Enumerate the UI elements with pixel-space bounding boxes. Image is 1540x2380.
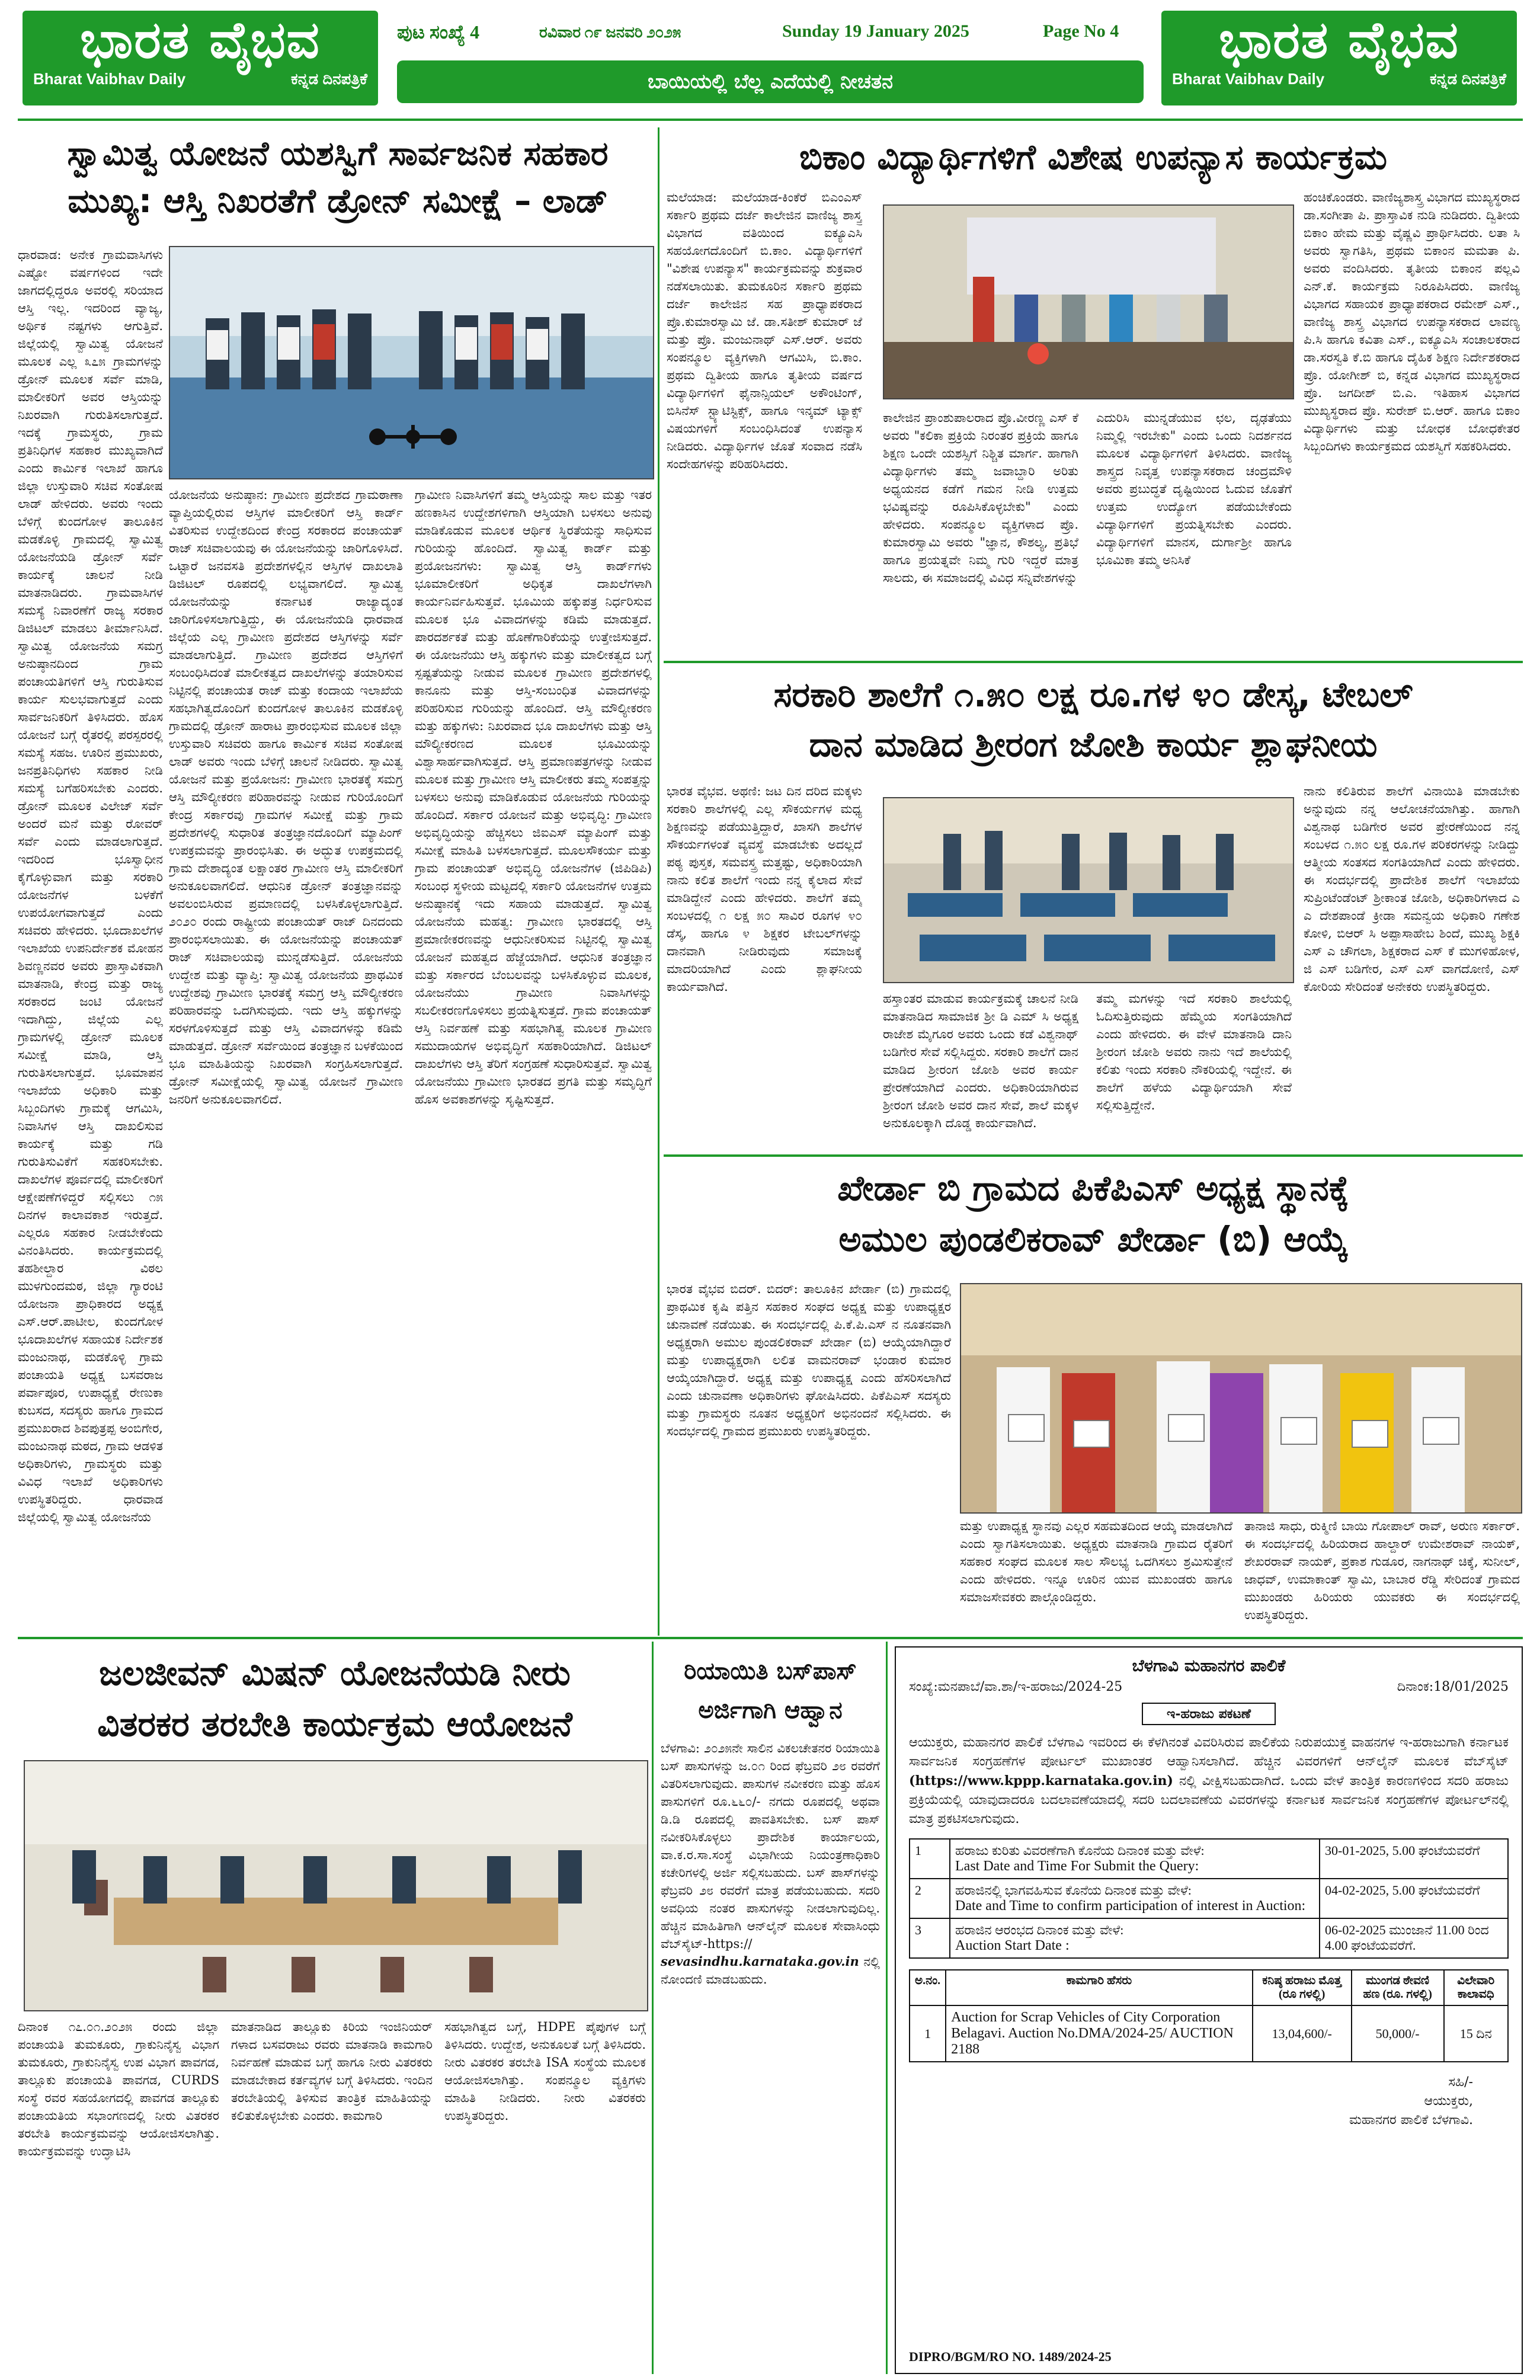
article1-headline-2: ಮುಖ್ಯ: ಆಸ್ತಿ ನಿಖರತೆಗೆ ಡ್ರೋನ್ ಸಮೀಕ್ಷೆ – ಲಾಡ್ [68,182,608,220]
divider-article2 [664,661,1523,663]
schedule-no: 2 [910,1879,950,1918]
schedule-no: 3 [910,1918,950,1958]
article6-headline-1: ರಿಯಾಯಿತಿ ಬಸ್‌ಪಾಸ್ [684,1658,857,1685]
article4-headline-1: ಖೇರ್ಡಾ ಬಿ ಗ್ರಾಮದ ಪಿಕೆಪಿಎಸ್ ಅಧ್ಯಕ್ಷ ಸ್ಥಾನಕ್ಕೆ [837,1168,1349,1208]
items-header: ಅ.ನಂ. [910,1970,946,2005]
water-training-photo [24,1760,648,2011]
items-cell-emd: 50,000/- [1352,2005,1444,2062]
article2-intro: ಮಲೆಯಾಡ: ಮಲೆಯಾಡ-ಕಿಂಕೆರೆ ಬಿಎಂಎಸ್ ಸರ್ಕಾರಿ ಪ್ರಥಮ ದರ್ಜೆ ಕಾಲೇಜಿನ ವಾಣಿಜ್ಯ ಶಾಸ್ತ್ರ ವಿಭಾಗದ ವತಿಯಿಂದ ಐಕ್ಯೂಎಸಿ ಸಹಯೋಗದೊಂದಿಗೆ ಬಿ.ಕಾಂ. ವಿದ್ಯಾರ್ಥಿಗಳಿಗೆ "ವಿಶೇಷ ಉಪನ್ಯಾಸ" ಕಾರ್ಯಕ್ರಮವನ್ನು ಶುಕ್ರವಾರ ನಡೆಸಲಾಯಿತು. ತುಮಕೂರಿನ ಸರ್ಕಾರಿ ಪ್ರಥಮ ದರ್ಜೆ ಕಾಲೇಜಿನ ಸಹ ಪ್ರಾಧ್ಯಾಪಕರಾದ ಪ್ರೊ.ಕುಮಾರಸ್ವಾಮಿ ಜೆ. ಡಾ.ಸತೀಶ್ ಕುಮಾರ್ ಜೆ ಮತ್ತು ಪ್ರೊ. ಮಂಜುನಾಥ್ ಎಸ್.ಆರ್. ಅವರು ಸಂಪನ್ಮೂಲ ವ್ಯಕ್ತಿಗಳಾಗಿ ಆಗಮಿಸಿ, ಬಿ.ಕಾಂ. ಪ್ರಥಮ ದ್ವಿತೀಯ ಹಾಗೂ ತೃತೀಯ ವರ್ಷದ ವಿದ್ಯಾರ್ಥಿಗಳಿಗೆ ಫೈನಾನ್ಸಿಯಲ್ ಅಕೌಂಟಿಂಗ್, ಬಿಸಿನೆಸ್ ಸ್ಟ್ಯಾಟಿಸ್ಟಿಕ್ಸ್, ಹಾಗೂ ಇನ್ಕಮ್ ಟ್ಯಾಕ್ಸ್ ವಿಷಯಗಳಿಗೆ ಸಂಬಂಧಿಸಿದಂತೆ ಉಪನ್ಯಾಸ ನೀಡಿದರು. ವಿದ್ಯಾರ್ಥಿಗಳ ಜೊತೆ ಸಂವಾದ ನಡೆಸಿ ಸಂದೇಹಗಳನ್ನು ಪರಿಹರಿಸಿದರು. [667,190,862,471]
article3-headline-1: ಸರಕಾರಿ ಶಾಲೆಗೆ ೧.೫೦ ಲಕ್ಷ ರೂ.ಗಳ ೪೦ ಡೇಸ್ಕ, ಟೇಬಲ್ [773,674,1413,715]
tender-sign-2: ಆಯುಕ್ತರು, [1424,2094,1473,2109]
tender-notice-title: ಇ-ಹರಾಜು ಪಕಟಣೆ [1142,1703,1276,1725]
schedule-desc [950,1918,1320,1958]
schedule-desc-kn: ಹರಾಜಿನ ಆರಂಭದ ದಿನಾಂಕ ಮತ್ತು ವೇಳೆ: [955,1922,1124,1937]
article2-col2: ಕಾಲೇಜಿನ ಪ್ರಾಂಶುಪಾಲರಾದ ಪ್ರೊ.ವೀರಣ್ಣ ಎಸ್ ಕೆ ಅವರು "ಕಲಿಕಾ ಪ್ರಕ್ರಿಯೆ ನಿರಂತರ ಪ್ರಕ್ರಿಯೆ ಹಾಗೂ ಶಿಕ್ಷಣ ಒಂದೇ ಯಶಸ್ಸಿಗೆ ನಿಶ್ಚಿತ ಮಾರ್ಗ. ಹಾಗಾಗಿ ವಿದ್ಯಾರ್ಥಿಗಳು ತಮ್ಮ ಜವಾಬ್ದಾರಿ ಅರಿತು ಅಧ್ಯಯನದ ಕಡೆಗೆ ಗಮನ ನೀಡಿ ಉತ್ತಮ ಭವಿಷ್ಯವನ್ನು ರೂಪಿಸಿಕೊಳ್ಳಬೇಕು" ಎಂದು ಹೇಳಿದರು. ಸಂಪನ್ಮೂಲ ವ್ಯಕ್ತಿಗಳಾದ ಪ್ರೊ. ಕುಮಾರಸ್ವಾಮಿ ಅವರು "ಜ್ಞಾನ, ಕೌಶಲ್ಯ, ಪ್ರತಿಭೆ ಹಾಗೂ ಪ್ರಯತ್ನವೇ ನಿಮ್ಮ ಗುರಿ ಇದ್ದರೆ ಮಾತ್ರ ಸಾಲದು, ಈ ಸಮಾಜದಲ್ಲಿ ವಿವಿಧ ಸನ್ನಿವೇಶಗಳನ್ನು [883,411,1078,585]
school-desks-photo [883,797,1294,983]
masthead-logo-left [23,11,378,105]
lecture-program-photo [883,204,1294,399]
items-cell-period: 15 ದಿನ [1444,2005,1509,2062]
schedule-row [910,1879,1508,1918]
article3-col2: ಹಸ್ತಾಂತರ ಮಾಡುವ ಕಾರ್ಯಕ್ರಮಕ್ಕೆ ಚಾಲನೆ ನೀಡಿ ಮಾತನಾಡಿದ ಸಾಮಾಜಿಕ ಶ್ರೀ ಡಿ ಎಮ್ ಸಿ ಅಧ್ಯಕ್ಷ ರಾಜೇಶ ಮೈಗೂರ ಅವರು ಒಂದು ಕಡೆ ವಿಶ್ವನಾಥ್ ಬಡಿಗೇರ ಸೇವೆ ಸಲ್ಲಿಸಿದ್ದರು. ಸರಕಾರಿ ಶಾಲೆಗೆ ದಾನ ಮಾಡಿದ ಶ್ರೀರಂಗ ಜೋಶಿ ಅವರ ಕಾರ್ಯ ಪ್ರೇರಣೆಯಾಗಿದೆ ಎಂದರು. ಅಧಿಕಾರಿಯಾಗಿರುವ ಶ್ರೀರಂಗ ಜೋಶಿ ಅವರ ದಾನ ಸೇವೆ, ಶಾಲೆ ಮಕ್ಕಳ ಅನುಕೂಲಕ್ಕಾಗಿ ದೊಡ್ಡ ಕಾರ್ಯವಾಗಿದೆ. [883,991,1078,1130]
schedule-desc-kn: ಹರಾಜಿನಲ್ಲಿ ಭಾಗವಹಿಸುವ ಕೊನೆಯ ದಿನಾಂಕ ಮತ್ತು ವೇಳೆ: [955,1883,1192,1898]
schedule-desc-kn: ಹರಾಜು ಕುರಿತು ವಿವರಣೆಗಾಗಿ ಕೊನೆಯ ದಿನಾಂಕ ಮತ್ತು ವೇಳೆ: [955,1843,1205,1858]
sevasindhu-link[interactable]: sevasindhu.karnataka.gov.in [661,1954,859,1969]
article1-headline-1: ಸ್ವಾಮಿತ್ವ ಯೋಜನೆ ಯಶಸ್ವಿಗೆ ಸಾರ್ವಜನಿಕ ಸಹಕಾರ [67,135,609,173]
article4-col2: ಮತ್ತು ಉಪಾಧ್ಯಕ್ಷ ಸ್ಥಾನವು ಎಲ್ಲರ ಸಹಮತದಿಂದ ಆಯ್ಕೆ ಮಾಡಲಾಗಿದೆ ಎಂದು ಸ್ವಾಗತಿಸಲಾಯಿತು. ಅಧ್ಯಕ್ಷರು ಮಾತನಾಡಿ ಗ್ರಾಮದ ರೈತರಿಗೆ ಸಹಕಾರ ಸಂಘದ ಮೂಲಕ ಸಾಲ ಸೌಲಭ್ಯ ಒದಗಿಸಲು ಶ್ರಮಿಸುತ್ತೇನೆ ಎಂದು ಹೇಳಿದರು. ಇನ್ನೂ ಊರಿನ ಯುವ ಮುಖಂಡರು ಹಾಗೂ ಸಮಾಜಸೇವಕರು ಪಾಲ್ಗೊಂಡಿದ್ದರು. [960,1519,1232,1604]
page-label-kn: ಪುಟ ಸಂಖ್ಯೆ 4 [397,21,480,43]
date-en: Sunday 19 January 2025 [782,21,969,41]
article4-headline-2: ಅಮುಲ ಪುಂಡಲಿಕರಾವ್ ಖೇರ್ಡಾ (ಬಿ) ಆಯ್ಕೆ [838,1219,1348,1259]
kppp-link[interactable]: (https://www.kppp.karnataka.gov.in) [909,1773,1173,1789]
schedule-no: 1 [910,1839,950,1879]
items-header: ಕನಿಷ್ಠ ಹರಾಜು ಮೊತ್ತ (ರೂ ಗಳಲ್ಲಿ) [1253,1970,1352,2005]
drone-survey-photo [169,246,654,479]
items-header: ಮುಂಗಡ ಠೇವಣಿ ಹಣ (ರೂ. ಗಳಲ್ಲಿ) [1352,1970,1444,2005]
article3-col3: ತಮ್ಮ ಮಗಳನ್ನು ಇದೆ ಸರಕಾರಿ ಶಾಲೆಯಲ್ಲಿ ಓದಿಸುತ್ತಿರುವುದು ಹೆಮ್ಮೆಯ ಸಂಗತಿಯಾಗಿದೆ ಎಂದು ಹೇಳಿದರು. ಈ ವೇಳೆ ಮಾತನಾಡಿ ದಾನಿ ಶ್ರೀರಂಗ ಜೋಶಿ ಅವರು ನಾನು ಇದೆ ಶಾಲೆಯಲ್ಲಿ ಕಲಿತು ಇಂದು ಸರಕಾರಿ ನೌಕರಿಯಲ್ಲಿ ಇದ್ದೇನೆ. ಈ ಶಾಲೆಗೆ ಹಳೆಯ ವಿದ್ಯಾರ್ಥಿಯಾಗಿ ಸೇವೆ ಸಲ್ಲಿಸುತ್ತಿದ್ದೇನೆ. [1096,991,1292,1112]
items-cell-no: 1 [910,2005,946,2062]
divider-vertical-main [658,127,659,1636]
article5-col2: ಮಾತನಾಡಿದ ತಾಲ್ಲೂಕು ಕಿರಿಯ ಇಂಜಿನಿಯರ್ ಗಳಾದ ಬಸವರಾಜು ರವರು ಮಾತನಾಡಿ ಕಾಮಗಾರಿ ನಿರ್ವಹಣೆ ಮಾಡುವ ಬಗ್ಗೆ ಹಾಗೂ ನೀರು ವಿತರಕರು ಮಾಡಬೇಕಾದ ಕರ್ತವ್ಯಗಳ ಬಗ್ಗೆ ತಿಳಿಸಿದರು. ಇಂದಿನ ತರಬೇತಿಯಲ್ಲಿ ತಿಳಿಸುವ ತಾಂತ್ರಿಕ ಮಾಹಿತಿಯನ್ನು ಕಲಿತುಕೊಳ್ಳಬೇಕು ಎಂದರು. ಕಾಮಗಾರಿ [231,2020,433,2123]
article5-headline-1: ಜಲಜೀವನ್ ಮಿಷನ್ ಯೋಜನೆಯಡಿ ನೀರು [99,1653,571,1693]
article5-col1: ದಿನಾಂಕ ೧೭.೦೧.೨೦೨೫ ರಂದು ಜಿಲ್ಲಾ ಪಂಚಾಯತಿ ತುಮಕೂರು, ಗ್ರಾಕುನಿನೈಸ್ವ ವಿಭಾಗ ತುಮಕೂರು, ಗ್ರಾಕುನಿನೈಸ್ವ ಉಪ ವಿಭಾಗ ಪಾವಗಡ, ತಾಲ್ಲೂಕು ಪಂಚಾಯತಿ ಪಾವಗಡ, CURDS ಸಂಸ್ಥೆ ರವರ ಸಹಯೋಗದಲ್ಲಿ ಪಾವಗಡ ತಾಲ್ಲೂಕು ಪಂಚಾಯತಿಯ ಸಭಾಂಗಣದಲ್ಲಿ ನೀರು ವಿತರಕರ ತರಬೇತಿ ಕಾರ್ಯಕ್ರಮವನ್ನು ಆಯೋಜಿಸಲಾಗಿತ್ತು. ಕಾರ್ಯಕ್ರಮವನ್ನು ಉದ್ಘಾಟಿಸಿ [18,2020,219,2158]
article6-headline-2: ಅರ್ಜಿಗಾಗಿ ಆಹ್ವಾನ [698,1697,843,1724]
masthead-english-right: Bharat Vaibhav Daily [1172,70,1325,88]
masthead-logo-right [1161,11,1517,105]
tender-items-table [909,1969,1509,2062]
tender-sign-3: ಮಹಾನಗರ ಪಾಲಿಕೆ ಬೆಳಗಾವಿ. [1349,2113,1473,2128]
article1-col2: ಯೋಜನೆಯ ಅನುಷ್ಠಾನ: ಗ್ರಾಮೀಣ ಪ್ರದೇಶದ ಗ್ರಾಮಠಾಣಾ ವ್ಯಾಪ್ತಿಯಲ್ಲಿರುವ ಆಸ್ತಿಗಳ ಮಾಲೀಕರಿಗೆ ಆಸ್ತಿ ಕಾರ್ಡ್ ವಿತರಿಸುವ ಉದ್ದೇಶದಿಂದ ಕೇಂದ್ರ ಸರಕಾರದ ಪಂಚಾಯತ್ ರಾಜ್ ಸಚಿವಾಲಯವು ಈ ಯೋಜನೆಯನ್ನು ಜಾರಿಗೊಳಿಸಿದೆ. ಒಟ್ಟಾರೆ ಜನವಸತಿ ಪ್ರದೇಶಗಳಲ್ಲಿನ ಆಸ್ತಿಗಳ ದಾಖಲಾತಿ ಡಿಜಿಟಲ್ ರೂಪದಲ್ಲಿ ಲಭ್ಯವಾಗಲಿದೆ. ಸ್ವಾಮಿತ್ವ ಯೋಜನೆಯನ್ನು ಕರ್ನಾಟಕ ರಾಜ್ಯಾದ್ಯಂತ ಜಾರಿಗೊಳಿಸಲಾಗುತ್ತಿದ್ದು, ಈ ಯೋಜನೆಯಡಿ ಧಾರವಾಡ ಜಿಲ್ಲೆಯ ಎಲ್ಲ ಗ್ರಾಮೀಣ ಪ್ರದೇಶದ ಆಸ್ತಿಗಳನ್ನು ಸರ್ವೆ ಮಾಡಲಾಗುತ್ತಿದೆ. ಗ್ರಾಮೀಣ ಪ್ರದೇಶದ ಆಸ್ತಿಗಳಿಗೆ ಸಂಬಂಧಿಸಿದಂತೆ ಮಾಲೀಕತ್ವದ ದಾಖಲೆಗಳನ್ನು ತಯಾರಿಸುವ ನಿಟ್ಟಿನಲ್ಲಿ ಪಂಚಾಯತ ರಾಜ್ ಮತ್ತು ಕಂದಾಯ ಇಲಾಖೆಯ ಸಹಭಾಗಿತ್ವದೊಂದಿಗೆ ಕುಂದಗೋಳ ತಾಲೂಕಿನ ಮಡಕೊಳ್ಳಿ ಗ್ರಾಮದಲ್ಲಿ ಡ್ರೋನ್ ಹಾರಾಟ ಪ್ರಾರಂಭಿಸುವ ಮೂಲಕ ಜಿಲ್ಲಾ ಉಸ್ತುವಾರಿ ಸಚಿವರು ಹಾಗೂ ಕಾರ್ಮಿಕ ಸಚಿವ ಸಂತೋಷ ಲಾಡ್ ಅವರು ಇಂದು ಬೆಳಿಗ್ಗೆ ಚಾಲನೆ ನೀಡಿದರು. ಸ್ವಾಮಿತ್ವ ಯೋಜನೆ ಮತ್ತು ಪ್ರಯೋಜನ: ಗ್ರಾಮೀಣ ಭಾರತಕ್ಕೆ ಸಮಗ್ರ ಆಸ್ತಿ ಮೌಲ್ಯೀಕರಣ ಪರಿಹಾರವನ್ನು ನೀಡುವ ಗುರಿಯೊಂದಿಗೆ ಕೇಂದ್ರ ಸರ್ಕಾರವು ಗ್ರಾಮಗಳ ಸಮೀಕ್ಷೆ ಮತ್ತು ಗ್ರಾಮ ಪ್ರದೇಶಗಳಲ್ಲಿ ಸುಧಾರಿತ ತಂತ್ರಜ್ಞಾನದೊಂದಿಗೆ ಮ್ಯಾಪಿಂಗ್ ಉಪಕ್ರಮವನ್ನು ಪ್ರಾರಂಭಿಸಿತು. ಈ ಅದ್ಭುತ ಉಪಕ್ರಮದಲ್ಲಿ ಗ್ರಾಮ ದೇಶಾದ್ಯಂತ ಲಕ್ಷಾಂತರ ಗ್ರಾಮೀಣ ಆಸ್ತಿ ಮಾಲೀಕರಿಗೆ ಅನುಕೂಲವಾಗಲಿದೆ. ಆಧುನಿಕ ಡ್ರೋನ್ ತಂತ್ರಜ್ಞಾನವನ್ನು ಅವಲಂಬಿಸಿರುವ ಪ್ರಮಾಣದಲ್ಲಿ ಬಳಸಿಕೊಳ್ಳಲಾಗುತ್ತಿದೆ. ೨೦೨೦ ರಂದು ರಾಷ್ಟ್ರೀಯ ಪಂಚಾಯತ್ ರಾಜ್ ದಿನದಂದು ಪ್ರಾರಂಭಿಸಲಾಯಿತು. ಈ ಯೋಜನೆಯನ್ನು ಪಂಚಾಯತ್ ರಾಜ್ ಸಚಿವಾಲಯವು ಮುನ್ನಡೆಸುತ್ತಿದೆ. ಯೋಜನೆಯ ಉದ್ದೇಶ ಮತ್ತು ವ್ಯಾಪ್ತಿ: ಸ್ವಾಮಿತ್ವ ಯೋಜನೆಯ ಪ್ರಾಥಮಿಕ ಉದ್ದೇಶವು ಗ್ರಾಮೀಣ ಭಾರತಕ್ಕೆ ಸಮಗ್ರ ಆಸ್ತಿ ಮೌಲ್ಯೀಕರಣ ಪರಿಹಾರವನ್ನು ಒದಗಿಸುವುದು. ಇದು ಆಸ್ತಿ ಹಕ್ಕುಗಳನ್ನು ಸರಳಗೊಳಿಸುತ್ತದೆ ಮತ್ತು ಆಸ್ತಿ ವಿವಾದಗಳನ್ನು ಕಡಿಮೆ ಮಾಡುತ್ತದೆ. ಡ್ರೋನ್ ಸರ್ವೆಯಿಂದ ತಂತ್ರಜ್ಞಾನ ಬಳಕೆಯಿಂದ ಭೂ ಮಾಹಿತಿಯನ್ನು ನಿಖರವಾಗಿ ಸಂಗ್ರಹಿಸಲಾಗುತ್ತದೆ. ಡ್ರೋನ್ ಸಮೀಕ್ಷೆಯಲ್ಲಿ ಸ್ವಾಮಿತ್ವ ಯೋಜನೆ ಗ್ರಾಮೀಣ ಜನರಿಗೆ ಅನುಕೂಲವಾಗಲಿದೆ. [169,488,403,1106]
items-cell-name: Auction for Scrap Vehicles of City Corporation Belagavi. Auction No.DMA/2024-25/ AUCTION 2188 [946,2005,1252,2062]
schedule-value: 06-02-2025 ಮುಂಜಾನೆ 11.00 ರಿಂದ 4.00 ಘಂಟೆಯವರೆಗೆ. [1320,1918,1508,1958]
date-kn: ರವಿವಾರ ೧೯ ಜನವರಿ ೨೦೨೫ [539,24,681,41]
masthead-title: ಭಾರತ ವೈಭವ [80,11,321,70]
masthead-english: Bharat Vaibhav Daily [33,70,186,88]
schedule-row [910,1918,1508,1958]
schedule-row [910,1839,1508,1879]
divider-vertical-lower-1 [652,1642,654,2374]
tender-ref: ಸಂಖ್ಯೆ:ಮನಪಾಬೆ/ವಾ.ಶಾ/ಇ-ಹರಾಜು/2024-25 [909,1680,1123,1694]
items-header: ಕಾಮಗಾರಿ ಹೆಸರು [946,1970,1252,2005]
article1-col1: ಧಾರವಾಡ: ಅನೇಕ ಗ್ರಾಮವಾಸಿಗಳು ಎಷ್ಟೋ ವರ್ಷಗಳಿಂದ ಇದೇ ಜಾಗದಲ್ಲಿದ್ದರೂ ಅವರಲ್ಲಿ ಸರಿಯಾದ ಆಸ್ತಿ ಇಲ್ಲ. ಇದರಿಂದ ವ್ಯಾಜ್ಯ, ಅರ್ಥಿಕ ನಷ್ಟಗಳು ಆಗುತ್ತಿವೆ. ಜಿಲ್ಲೆಯಲ್ಲಿ ಸ್ವಾಮಿತ್ವ ಯೋಜನೆ ಮೂಲಕ ಎಲ್ಲ ೩೭೫ ಗ್ರಾಮಗಳನ್ನು ಡ್ರೋನ್ ಮೂಲಕ ಸರ್ವೆ ಮಾಡಿ, ಮಾಲೀಕರಿಗೆ ಅವರ ಆಸ್ತಿಯನ್ನು ನಿಖರವಾಗಿ ಗುರುತಿಸಲಾಗುತ್ತದೆ. ಇದಕ್ಕೆ ಗ್ರಾಮಸ್ಥರು, ಗ್ರಾಮ ಪ್ರತಿನಿಧಿಗಳ ಸಹಕಾರ ಮುಖ್ಯವಾಗಿದೆ ಎಂದು ಕಾರ್ಮಿಕ ಇಲಾಖೆ ಹಾಗೂ ಜಿಲ್ಲಾ ಉಸ್ತುವಾರಿ ಸಚಿವ ಸಂತೋಷ ಲಾಡ್ ಹೇಳಿದರು. ಅವರು ಇಂದು ಬೆಳಿಗ್ಗೆ ಕುಂದಗೋಳ ತಾಲೂಕಿನ ಮಡಕೊಳ್ಳಿ ಗ್ರಾಮದಲ್ಲಿ ಸ್ವಾಮಿತ್ವ ಯೋಜನೆಯಡಿ ಡ್ರೋನ್ ಸರ್ವೆ ಕಾರ್ಯಕ್ಕೆ ಚಾಲನೆ ನೀಡಿ ಮಾತನಾಡಿದರು. ಗ್ರಾಮವಾಸಿಗಳ ಸಮಸ್ಯೆ ನಿವಾರಣೆಗೆ ರಾಜ್ಯ ಸರಕಾರ ಡಿಜಿಟಲ್ ಮಾಡಲು ತೀರ್ಮಾನಿಸಿದೆ. ಸ್ವಾಮಿತ್ವ ಯೋಜನೆಯ ಸಮಗ್ರ ಅನುಷ್ಠಾನದಿಂದ ಗ್ರಾಮ ಪಂಚಾಯತಿಗಳಿಗೆ ಆಸ್ತಿ ಗುರುತಿಸುವ ಕಾರ್ಯ ಸುಲಭವಾಗುತ್ತದೆ ಎಂದು ಸಾರ್ವಜನಿಕರಿಗೆ ತಿಳಿಸಿದರು. ಹೊಸ ಯೋಜನೆ ಬಗ್ಗೆ ರೈತರಲ್ಲಿ ಪರಸ್ಪರರಲ್ಲಿ ಸಮಸ್ಯೆ ಸಹಜ. ಊರಿನ ಪ್ರಮುಖರು, ಜನಪ್ರತಿನಿಧಿಗಳು ಸಹಕಾರ ನೀಡಿ ಸಮಸ್ಯೆ ಬಗೆಹರಿಸಬೇಕು ಎಂದರು. ಡ್ರೋನ್ ಮೂಲಕ ವಿಲೇಜ್ ಸರ್ವೆ ಅಂದರೆ ಮನೆ ಮತ್ತು ರೋವರ್ ಸರ್ವೆ ಎಂದು ಮಾಡಲಾಗುತ್ತದೆ. ಇದರಿಂದ ಭೂಸ್ವಾಧೀನ ಕೈಗೊಳ್ಳುವಾಗ ಮತ್ತು ಸರಕಾರಿ ಯೋಜನೆಗಳ ಬಳಕೆಗೆ ಉಪಯೋಗವಾಗುತ್ತದೆ ಎಂದು ಸಚಿವರು ಹೇಳಿದರು. ಭೂದಾಖಲೆಗಳ ಇಲಾಖೆಯ ಉಪನಿರ್ದೇಶಕ ಮೋಹನ ಶಿವಣ್ಣನವರ ಅವರು ಪ್ರಾಸ್ತಾವಿಕವಾಗಿ ಮಾತನಾಡಿ, ಕೇಂದ್ರ ಮತ್ತು ರಾಜ್ಯ ಸರಕಾರದ ಜಂಟಿ ಯೋಜನೆ ಇದಾಗಿದ್ದು, ಜಿಲ್ಲೆಯ ಎಲ್ಲ ಗ್ರಾಮಗಳಲ್ಲಿ ಡ್ರೋನ್ ಮೂಲಕ ಸಮೀಕ್ಷೆ ಮಾಡಿ, ಆಸ್ತಿ ಗುರುತಿಸಲಾಗುತ್ತದೆ. ಭೂಮಾಪನ ಇಲಾಖೆಯ ಅಧಿಕಾರಿ ಮತ್ತು ಸಿಬ್ಬಂದಿಗಳು ಗ್ರಾಮಕ್ಕೆ ಆಗಮಿಸಿ, ನಿವಾಸಿಗಳ ಆಸ್ತಿ ದಾಖಲಿಸುವ ಕಾರ್ಯಕ್ಕೆ ಮತ್ತು ಗಡಿ ಗುರುತಿಸುವಿಕೆಗೆ ಸಹಕರಿಸಬೇಕು. ದಾಖಲೆಗಳ ಪೂರ್ವದಲ್ಲಿ ಮಾಲೀಕರಿಗೆ ಆಕ್ಷೇಪಣೆಗಳಿದ್ದರೆ ಸಲ್ಲಿಸಲು ೧೫ ದಿನಗಳ ಕಾಲಾವಕಾಶ ಇರುತ್ತದೆ. ಎಲ್ಲರೂ ಸಹಕಾರ ನೀಡಬೇಕೆಂದು ವಿನಂತಿಸಿದರು. ಕಾರ್ಯಕ್ರಮದಲ್ಲಿ ತಹಶೀಲ್ದಾರ ವಿಠಲ ಮುಳಗುಂದಮಠ, ಜಿಲ್ಲಾ ಗ್ಯಾರಂಟಿ ಯೋಜನಾ ಪ್ರಾಧಿಕಾರದ ಅಧ್ಯಕ್ಷ ಎಸ್.ಆರ್.ಪಾಟೀಲ, ಕುಂದಗೋಳ ಭೂದಾಖಲೆಗಳ ಸಹಾಯಕ ನಿರ್ದೇಶಕ ಮಂಜುನಾಥ, ಮಡಕೊಳ್ಳಿ ಗ್ರಾಮ ಪಂಚಾಯತಿ ಅಧ್ಯಕ್ಷ ಬಸವರಾಜ ಪರ್ವಾಪೂರ, ಉಪಾಧ್ಯಕ್ಷೆ ರೇಣುಕಾ ಕುಬಸದ, ಸದಸ್ಯರು ಹಾಗೂ ಗ್ರಾಮದ ಪ್ರಮುಖರಾದ ಶಿವಪುತ್ರಪ್ಪ ಅಂಬಿಗೇರ, ಮಂಜುನಾಥ ಮಠದ, ಗ್ರಾಮ ಆಡಳಿತ ಅಧಿಕಾರಿಗಳು, ಗ್ರಾಮಸ್ಥರು ಮತ್ತು ವಿವಿಧ ಇಲಾಖೆ ಅಧಿಕಾರಿಗಳು ಉಪಸ್ಥಿತರಿದ್ದರು. ಧಾರವಾಡ ಜಿಲ್ಲೆಯಲ್ಲಿ ಸ್ವಾಮಿತ್ವ ಯೋಜನೆಯ [18,248,163,1524]
article4-col3: ತಾನಾಜಿ ಸಾಧು, ರುಕ್ಮಿಣಿ ಬಾಯಿ ಗೋಪಾಲ್ ರಾವ್, ಅರುಣ ಸರ್ಕಾರ್. ಈ ಸಂದರ್ಭದಲ್ಲಿ ಹಿರಿಯರಾದ ಹಾಲ್ದಾರ್ ಉಮೇಶರಾವ್ ನಾಯಕ್, ಶೇಖರರಾವ್ ನಾಯಕ್, ಪ್ರಕಾಶ ಗುಡೂರ, ನಾಗನಾಥ್ ಚಿಕ್ಕೆ, ಸುನೀಲ್, ಜಾಧವ್, ಉಮಾಕಾಂತ್ ಸ್ವಾಮಿ, ಬಾಬಾರ ರೆಡ್ಡಿ ಸೇರಿದಂತೆ ಗ್ರಾಮದ ಮುಖಂಡರು ಹಿರಿಯರು ಯುವಕರು ಈ ಸಂದರ್ಭದಲ್ಲಿ ಉಪಸ್ಥಿತರಿದ್ದರು. [1244,1519,1520,1622]
article2-col3: ಎದುರಿಸಿ ಮುನ್ನಡೆಯುವ ಛಲ, ದೃಢತೆಯು ನಿಮ್ಮಲ್ಲಿ ಇರಬೇಕು" ಎಂದು ಒಂದು ನಿದರ್ಶನದ ಮೂಲಕ ವಿದ್ಯಾರ್ಥಿಗಳಿಗೆ ತಿಳಿಸಿದರು. ವಾಣಿಜ್ಯ ಶಾಸ್ತ್ರದ ನಿವೃತ್ತ ಉಪನ್ಯಾಸಕರಾದ ಚಂದ್ರಮೌಳಿ ಅವರು ಪ್ರಬುದ್ಧತೆ ದೃಷ್ಟಿಯಿಂದ ಓದುವ ಜೊತೆಗೆ ಉತ್ತಮ ಉದ್ಯೋಗ ಪಡೆಯಬೇಕೆಂದು ವಿದ್ಯಾರ್ಥಿಗಳಿಗೆ ಪ್ರಯತ್ನಿಸಬೇಕು ಎಂದರು. ವಿದ್ಯಾರ್ಥಿಗಳಿಗೆ ಮಾನಸ, ದುರ್ಗಾಶ್ರೀ ಹಾಗೂ ಭೂಮಿಕಾ ತಮ್ಮ ಅನಿಸಿಕೆ [1096,411,1292,567]
masthead-title-right: ಭಾರತ ವೈಭವ [1219,11,1459,70]
dipro-number: DIPRO/BGM/RO NO. 1489/2024-25 [909,2349,1112,2364]
schedule-desc [950,1839,1320,1879]
tender-body-pre: ಆಯುಕ್ತರು, ಮಹಾನಗರ ಪಾಲಿಕೆ ಬೆಳಗಾವಿ ಇವರಿಂದ ಈ ಕೆಳಗಿನಂತೆ ವಿವರಿಸಿರುವ ಪಾಲಿಕೆಯ ನಿರುಪಯುಕ್ತ ವಾಹನಗಳ ಇ-ಹರಾಜುಗಾಗಿ ಕರ್ನಾಟಕ ಸಾರ್ವಜನಿಕ ಸಂಗ್ರಹಣೆಗಳ ಪೋರ್ಟಲ್ ಮುಖಾಂತರ ಆಹ್ವಾನಿಸಲಾಗಿದೆ. ಹೆಚ್ಚಿನ ವಿವರಗಳಿಗೆ ಆನ್‌ಲೈನ್ ಮೂಲಕ ವೆಬ್‌ಸೈಟ್ [909,1735,1509,1769]
article6-text: ಬೆಳಗಾವಿ: ೨೦೨೫ನೇ ಸಾಲಿನ ವಿಕಲಚೇತನರ ರಿಯಾಯಿತಿ ಬಸ್ ಪಾಸುಗಳನ್ನು ಜ.೦೧ ರಿಂದ ಫೆಬ್ರವರಿ ೨೮ ರವರೆಗೆ ವಿತರಿಸಲಾಗುವುದು. ಪಾಸುಗಳ ನವೀಕರಣ ಮತ್ತು ಹೊಸ ಪಾಸುಗಳಿಗೆ ರೂ.೬೬೦/- ನಗದು ರೂಪದಲ್ಲಿ ಅಥವಾ ಡಿ.ಡಿ ರೂಪದಲ್ಲಿ ಪಾವತಿಸಬೇಕು. ಬಸ್ ಪಾಸ್ ನವೀಕರಿಸಿಕೊಳ್ಳಲು ಪ್ರಾದೇಶಿಕ ಕಾರ್ಯಾಲಯ, ವಾ.ಕ.ರ.ಸಾ.ಸಂಸ್ಥೆ ವಿಭಾಗೀಯ ನಿಯಂತ್ರಣಾಧಿಕಾರಿ ಕಚೇರಿಗಳಲ್ಲಿ ಅರ್ಜಿ ಸಲ್ಲಿಸಬಹುದು. ಬಸ್ ಪಾಸ್‌ಗಳನ್ನು ಫೆಬ್ರವರಿ ೨೮ ರವರೆಗೆ ಮಾತ್ರ ಪಡೆಯಬಹುದು. ಸದರಿ ಅವಧಿಯ ನಂತರ ಪಾಸುಗಳನ್ನು ನೀಡಲಾಗುವುದಿಲ್ಲ. ಹೆಚ್ಚಿನ ಮಾಹಿತಿಗಾಗಿ ಆನ್‌ಲೈನ್ ಮೂಲಕ ಸೇವಾಸಿಂಧು ವೆಬ್‌ಸೈಟ್-https:// [661,1741,880,1951]
tender-schedule-table [909,1838,1509,1959]
article2-col4: ಹಂಚಿಕೊಂಡರು. ವಾಣಿಜ್ಯಶಾಸ್ತ್ರ ವಿಭಾಗದ ಮುಖ್ಯಸ್ಥರಾದ ಡಾ.ಸಂಗೀತಾ ಪಿ. ಪ್ರಾಸ್ತಾವಿಕ ನುಡಿ ನುಡಿದರು. ದ್ವಿತೀಯ ಬಿಕಾಂ ಹೇಮ ಮತ್ತು ವೈಷ್ಣವಿ ಪ್ರಾರ್ಥಿಸಿದರು. ಲತಾ ಸಿ ಅವರು ಸ್ವಾಗತಿಸಿ, ಪ್ರಥಮ ಬಿಕಾಂನ ಮಮತಾ ಪಿ. ಅವರು ವಂದಿಸಿದರು. ತೃತೀಯ ಬಿಕಾಂನ ಪಲ್ಲವಿ ಎನ್.ಕೆ. ಕಾರ್ಯಕ್ರಮ ನಿರೂಪಿಸಿದರು. ವಾಣಿಜ್ಯ ವಿಭಾಗದ ಸಹಾಯಕ ಪ್ರಾಧ್ಯಾಪಕರಾದ ರಮೇಶ್ ಎಸ್., ವಾಣಿಜ್ಯ ಶಾಸ್ತ್ರ ವಿಭಾಗದ ಉಪನ್ಯಾಸಕರಾದ ಲಾವಣ್ಯ ಪಿ.ಸಿ ಹಾಗೂ ಕವಿತಾ ಎಸ್., ಐಕ್ಯೂಎಸಿ ಸಂಚಾಲಕರಾದ ಡಾ.ಸರಸ್ವತಿ ಕೆ.ಬಿ ಹಾಗೂ ದೈಹಿಕ ಶಿಕ್ಷಣ ನಿರ್ದೇಶಕರಾದ ಪ್ರೊ. ಯೋಗೀಶ್ ಬಿ, ಕನ್ನಡ ವಿಭಾಗದ ಮುಖ್ಯಸ್ಥರಾದ ಪ್ರೊ. ಜಗದೀಶ್ ಬಿ.ಎ. ಇತಿಹಾಸ ವಿಭಾಗದ ಮುಖ್ಯಸ್ಥರಾದ ಪ್ರೊ. ಸುರೇಶ್ ಬಿ.ಆರ್. ಹಾಗೂ ಬಿಕಾಂ ವಿದ್ಯಾರ್ಥಿಗಳು ಮತ್ತು ಬೋಧಕ ಬೋಧಕೇತರ ಸಿಬ್ಬಂದಿಗಳು ಕಾರ್ಯಕ್ರಮದ ಯಶಸ್ವಿಗೆ ಸಹಕರಿಸಿದರು. [1304,190,1520,453]
article2-headline: ಬಿಕಾಂ ವಿದ್ಯಾರ್ಥಿಗಳಿಗೆ ವಿಶೇಷ ಉಪನ್ಯಾಸ ಕಾರ್ಯಕ್ರಮ [799,137,1388,177]
pkps-election-photo [960,1283,1522,1514]
divider-lower [18,1637,1523,1639]
schedule-desc-en: Date and Time to confirm participation of interest in Auction: [955,1898,1306,1914]
article5-col3: ಸಹಭಾಗಿತ್ವದ ಬಗ್ಗೆ, HDPE ಪೈಪುಗಳ ಬಗ್ಗೆ ತಿಳಿಸಿದರು. ಉದ್ದೇಶ, ಅನುಕೂಲತೆ ಬಗ್ಗೆ ತಿಳಿಸಿದರು. ನೀರು ವಿತರಕರ ತರಬೇತಿ ISA ಸಂಸ್ಥೆಯ ಮೂಲಕ ಆಯೋಜಿಸಲಾಗಿತ್ತು. ಸಂಪನ್ಮೂಲ ವ್ಯಕ್ತಿಗಳು ಮಾಹಿತಿ ನೀಡಿದರು. ನೀರು ವಿತರಕರು ಉಪಸ್ಥಿತರಿದ್ದರು. [444,2020,646,2123]
masthead-kannada-sub: ಕನ್ನಡ ದಿನಪತ್ರಿಕೆ [291,70,367,88]
tender-date: ದಿನಾಂಕ:18/01/2025 [1397,1680,1509,1694]
schedule-value: 04-02-2025, 5.00 ಘಂಟೆಯವರೆಗೆ [1320,1879,1508,1918]
masthead-kannada-sub-right: ಕನ್ನಡ ದಿನಪತ್ರಿಕೆ [1430,70,1506,88]
divider-vertical-lower-2 [886,1642,888,2374]
article4-col1: ಭಾರತ ವೈಭವ ಬಿದರ್. ಬಿದರ್: ತಾಲೂಕಿನ ಖೇರ್ಡಾ (ಬಿ) ಗ್ರಾಮದಲ್ಲಿ ಪ್ರಾಥಮಿಕ ಕೃಷಿ ಪತ್ತಿನ ಸಹಕಾರ ಸಂಘದ ಅಧ್ಯಕ್ಷ ಮತ್ತು ಉಪಾಧ್ಯಕ್ಷರ ಚುನಾವಣೆ ನಡೆಯಿತು. ಈ ಸಂದರ್ಭದಲ್ಲಿ ಪಿ.ಕೆ.ಪಿ.ಎಸ್ ನ ನೂತನವಾಗಿ ಅಧ್ಯಕ್ಷರಾಗಿ ಅಮುಲ ಪುಂಡಲಿಕರಾವ್ ಖೇರ್ಡಾ (ಬಿ) ಆಯ್ಕೆಯಾಗಿದ್ದಾರೆ ಮತ್ತು ಉಪಾಧ್ಯಕ್ಷರಾಗಿ ಲಲಿತ ವಾಮನರಾವ್ ಭಂಡಾರ ಕುಮಾರ ಆಯ್ಕೆಯಾಗಿದ್ದಾರೆ. ಅಧ್ಯಕ್ಷ ಮತ್ತು ಉಪಾಧ್ಯಕ್ಷ ಎಂದು ಹೆಸರಿಸಲಾಗಿದೆ ಎಂದು ಚುನಾವಣಾ ಅಧಿಕಾರಿಗಳು ಘೋಷಿಸಿದರು. ಪಿಕೆಪಿಎಸ್ ಸದಸ್ಯರು ಮತ್ತು ಗ್ರಾಮಸ್ಥರು ನೂತನ ಅಧ್ಯಕ್ಷರಿಗೆ ಅಭಿನಂದನೆ ಸಲ್ಲಿಸಿದರು. ಈ ಸಂದರ್ಭದಲ್ಲಿ ಗ್ರಾಮದ ಪ್ರಮುಖರು ಉಪಸ್ಥಿತರಿದ್ದರು. [667,1282,951,1438]
article6-body [661,1739,880,2373]
schedule-desc-en: Last Date and Time For Submit the Query: [955,1858,1199,1874]
page-no: Page No 4 [1043,21,1119,41]
article6-tail: ನಲ್ಲಿ ನೋಂದಣಿ ಮಾಡಬಹುದು. [661,1954,880,1986]
article5-headline-2: ವಿತರಕರ ತರಬೇತಿ ಕಾರ್ಯಕ್ರಮ ಆಯೋಜನೆ [97,1704,572,1744]
divider-article3 [664,1154,1523,1157]
tender-title: ಬೆಳಗಾವಿ ಮಹಾನಗರ ಪಾಲಿಕೆ [1132,1656,1286,1675]
items-cell-min: 13,04,600/- [1253,2005,1352,2062]
tagline-banner: ಬಾಯಿಯಲ್ಲಿ ಬೆಲ್ಲ ಎದೆಯಲ್ಲಿ ನೀಚತನ [397,60,1144,103]
tender-notice [895,1646,1523,2374]
schedule-desc [950,1879,1320,1918]
article3-col4: ನಾನು ಕಲಿತಿರುವ ಶಾಲೆಗೆ ವಿನಾಯಿತಿ ಮಾಡಬೇಕು ಅನ್ನುವುದು ನನ್ನ ಆಲೋಚನೆಯಾಗಿತ್ತು. ಹಾಗಾಗಿ ವಿಶ್ವನಾಥ ಬಡಿಗೇರ ಅವರ ಪ್ರೇರಣೆಯಿಂದ ನನ್ನ ಸಂಬಳದ ೧.೫೦ ಲಕ್ಷ ರೂ.ಗಳ ಪರಿಕರಗಳನ್ನು ನೀಡಿದ್ದು ಆತ್ಮೀಯ ಸಂತಸದ ಸಂಗತಿಯಾಗಿದೆ ಎಂದು ಹೇಳಿದರು. ಈ ಸಂದರ್ಭದಲ್ಲಿ ಪ್ರಾದೇಶಿಕ ಶಾಲೆಗೆ ಇಲಾಖೆಯ ಸುಪ್ರಿಂಟೆಂಡೆಂಟ್ ಶ್ರೀಕಾಂತ ಜೋಶಿ, ಅಧಿಕಾರಿಗಳಾದ ಎ ಎ ದೇಶಪಾಂಡೆ ಕ್ರೀಡಾ ಸಮನ್ವಯ ಅಧಿಕಾರಿ ಗಣೇಶ ಕೋಳಿ, ಬಿಆರ್ ಸಿ ಅಪ್ಪಾಸಾಹೇಬ ಶಿಂದೆ, ಮುಖ್ಯ ಶಿಕ್ಷಕಿ ಎಸ್ ಎ ಚೌಗಲಾ, ಶಿಕ್ಷಕರಾದ ಎಸ್ ಕೆ ಮುಗಳಿಹೋಳ, ಜಿ ಎಸ್ ಬಡಿಗೇರ, ಎಸ್ ಎಸ್ ವಾಗದೋಣಿ, ಎಸ್ ಕೋರಿಯ ಸೇರಿದಂತೆ ಅನೇಕರು ಉಪಸ್ಥಿತರಿದ್ದರು. [1304,784,1520,994]
items-header: ವಿಲೇವಾರಿ ಕಾಲಾವಧಿ [1444,1970,1509,2005]
tender-body-post: ನಲ್ಲಿ ವೀಕ್ಷಿಸಬಹುದಾಗಿದೆ. ಒಂದು ವೇಳೆ ತಾಂತ್ರಿಕ ಕಾರಣಗಳಿಂದ ಸದರಿ ಹರಾಜು ಪ್ರಕ್ರಿಯೆಯಲ್ಲಿ ಯಾವುದಾದರೂ ಬದಲಾವಣೆಯಾದಲ್ಲಿ ಸದರಿ ಬದಲಾವಣೆಯ ವಿವರಗಳನ್ನು ಕರ್ನಾಟಕ ಸಾರ್ವಜನಿಕ ಸಂಗ್ರಹಣೆಗಳ ಪೋರ್ಟಲ್‌ನಲ್ಲಿ ಮಾತ್ರ ಪ್ರಕಟಿಸಲಾಗುವುದು. [909,1774,1509,1826]
article3-col1: ಭಾರತ ವೈಭವ. ಅಥಣಿ: ಜಟ ದಿನ ದರಿದ ಮಕ್ಕಳು ಸರಕಾರಿ ಶಾಲೆಗಳಲ್ಲಿ ಎಲ್ಲ ಸೌಕರ್ಯಗಳ ಮಧ್ಯ ಶಿಕ್ಷಣವನ್ನು ಪಡೆಯುತ್ತಿದ್ದಾರೆ, ಖಾಸಗಿ ಶಾಲೆಗಳ ಸೌಕರ್ಯಗಳಂತೆ ವ್ಯವಸ್ಥೆ ಮಾಡಬೇಕು ಅದಲ್ಲದೆ ಪಠ್ಯ ಪುಸ್ತಕ, ಸಮವಸ್ತ್ರ ಮತ್ತಷ್ಟು, ಅಧಿಕಾರಿಯಾಗಿ ನಾನು ಕಲಿತ ಶಾಲೆಗೆ ಇಂದು ನನ್ನ ಕೈಲಾದ ಸೇವೆ ಮಾಡಿದ್ದೇನೆ ಎಂದು ಹೇಳಿದರು. ಶಾಲೆಗೆ ತಮ್ಮ ಸಂಬಳದಲ್ಲಿ ೧ ಲಕ್ಷ ೫೦ ಸಾವಿರ ರೂಗಳ ೪೦ ಡೆಸ್ಕ, ಹಾಗೂ ೪ ಶಿಕ್ಷಕರ ಟೇಬಲ್‌ಗಳನ್ನು ದಾನವಾಗಿ ನೀಡಿರುವುದು ಸಮಾಜಕ್ಕೆ ಮಾದರಿಯಾಗಿದೆ ಎಂದು ಶ್ಲಾಘನೀಯ ಕಾರ್ಯವಾಗಿದೆ. [667,784,862,994]
items-row [910,2005,1508,2062]
schedule-value: 30-01-2025, 5.00 ಘಂಟೆಯವರೆಗೆ [1320,1839,1508,1879]
schedule-desc-en: Auction Start Date : [955,1938,1070,1953]
masthead-rule [18,119,1523,121]
article3-headline-2: ದಾನ ಮಾಡಿದ ಶ್ರೀರಂಗ ಜೋಶಿ ಕಾರ್ಯ ಶ್ಲಾಘನೀಯ [809,724,1378,764]
tender-sign-1: ಸಹಿ/- [1448,2075,1473,2090]
article1-col3: ಗ್ರಾಮೀಣ ನಿವಾಸಿಗಳಿಗೆ ತಮ್ಮ ಆಸ್ತಿಯನ್ನು ಸಾಲ ಮತ್ತು ಇತರ ಹಣಕಾಸಿನ ಉದ್ದೇಶಗಳಿಗಾಗಿ ಆಸ್ತಿಯಾಗಿ ಬಳಸಲು ಅನುವು ಮಾಡಿಕೊಡುವ ಮೂಲಕ ಆರ್ಥಿಕ ಸ್ಥಿರತೆಯನ್ನು ಸಾಧಿಸುವ ಗುರಿಯನ್ನು ಹೊಂದಿದೆ. ಸ್ವಾಮಿತ್ವ ಕಾರ್ಡ್ ಮತ್ತು ಪ್ರಯೋಜನಗಳು: ಸ್ವಾಮಿತ್ವ ಆಸ್ತಿ ಕಾರ್ಡ್‌ಗಳು ಭೂಮಾಲೀಕರಿಗೆ ಅಧಿಕೃತ ದಾಖಲೆಗಳಾಗಿ ಕಾರ್ಯನಿರ್ವಹಿಸುತ್ತವೆ. ಭೂಮಿಯ ಹಕ್ಕುಪತ್ರ ನಿರ್ಧರಿಸುವ ಮೂಲಕ ಭೂ ವಿವಾದಗಳನ್ನು ಕಡಿಮೆ ಮಾಡುತ್ತದೆ. ಪಾರದರ್ಶಕತೆ ಮತ್ತು ಹೊಣೆಗಾರಿಕೆಯನ್ನು ಉತ್ತೇಜಿಸುತ್ತದೆ. ಈ ಯೋಜನೆಯು ಆಸ್ತಿ ಹಕ್ಕುಗಳು ಮತ್ತು ಮಾಲೀಕತ್ವದ ಬಗ್ಗೆ ಸ್ಪಷ್ಟತೆಯನ್ನು ನೀಡುವ ಮೂಲಕ ಗ್ರಾಮೀಣ ಪ್ರದೇಶಗಳಲ್ಲಿ ಕಾನೂನು ಮತ್ತು ಆಸ್ತಿ-ಸಂಬಂಧಿತ ವಿವಾದಗಳನ್ನು ಪರಿಹರಿಸುವ ಗುರಿಯನ್ನು ಹೊಂದಿದೆ. ಆಸ್ತಿ ಮೌಲ್ಯೀಕರಣ ಮತ್ತು ಹಕ್ಕುಗಳು: ನಿಖರವಾದ ಭೂ ದಾಖಲೆಗಳು ಮತ್ತು ಆಸ್ತಿ ಮೌಲ್ಯೀಕರಣದ ಮೂಲಕ ಭೂಮಿಯನ್ನು ವಿಶ್ವಾಸಾರ್ಹವಾಗಿಸುತ್ತದೆ. ಆಸ್ತಿ ಪ್ರಮಾಣಪತ್ರಗಳನ್ನು ನೀಡುವ ಮೂಲಕ ಮತ್ತು ಗ್ರಾಮೀಣ ಆಸ್ತಿ ಮಾಲೀಕರು ತಮ್ಮ ಸಂಪತ್ತನ್ನು ಬಳಸಲು ಅನುವು ಮಾಡಿಕೊಡುವ ಯೋಜನೆಯ ಗುರಿಯನ್ನು ಹೊಂದಿದೆ. ಸರ್ಕಾರ ಯೋಜನೆ ಮತ್ತು ಅಭಿವೃದ್ಧಿ: ಗ್ರಾಮೀಣ ಅಭಿವೃದ್ಧಿಯನ್ನು ಹೆಚ್ಚಿಸಲು ಜಿಐಎಸ್ ಮ್ಯಾಪಿಂಗ್ ಮತ್ತು ಸಮೀಕ್ಷೆ ಮಾಹಿತಿ ಬಳಸಲಾಗುತ್ತದೆ. ಮೂಲಸೌಕರ್ಯ ಮತ್ತು ಗ್ರಾಮ ಪಂಚಾಯತ್ ಅಭಿವೃದ್ಧಿ ಯೋಜನೆಗಳ (ಜಿಪಿಡಿಪಿ) ಸಂಬಂಧ ಸ್ಥಳೀಯ ಮಟ್ಟದಲ್ಲಿ ಸರ್ಕಾರಿ ಯೋಜನೆಗಳ ಉತ್ತಮ ಅನುಷ್ಠಾನಕ್ಕೆ ಇದು ಸಹಾಯ ಮಾಡುತ್ತದೆ. ಸ್ವಾಮಿತ್ವ ಯೋಜನೆಯ ಮಹತ್ವ: ಗ್ರಾಮೀಣ ಭಾರತದಲ್ಲಿ ಆಸ್ತಿ ಪ್ರಮಾಣೀಕರಣವನ್ನು ಆಧುನೀಕರಿಸುವ ನಿಟ್ಟಿನಲ್ಲಿ ಸ್ವಾಮಿತ್ವ ಯೋಜನೆ ಮಹತ್ವದ ಹೆಜ್ಜೆಯಾಗಿದೆ. ಆಧುನಿಕ ತಂತ್ರಜ್ಞಾನ ಮತ್ತು ಸರ್ಕಾರದ ಬೆಂಬಲವನ್ನು ಬಳಸಿಕೊಳ್ಳುವ ಮೂಲಕ, ಯೋಜನೆಯು ಗ್ರಾಮೀಣ ನಿವಾಸಿಗಳನ್ನು ಸಬಲೀಕರಣಗೊಳಿಸಲು ಪ್ರಯತ್ನಿಸುತ್ತದೆ. ಗ್ರಾಮ ಪಂಚಾಯತ್ ಆಸ್ತಿ ನಿರ್ವಹಣೆ ಮತ್ತು ಸಹಭಾಗಿತ್ವ ಮೂಲಕ ಗ್ರಾಮೀಣ ಸಮುದಾಯಗಳ ಅಭಿವೃದ್ಧಿಗೆ ಸಹಕಾರಿಯಾಗಿದೆ. ಡಿಜಿಟಲ್ ದಾಖಲೆಗಳು ಆಸ್ತಿ ತೆರಿಗೆ ಸಂಗ್ರಹಣೆ ಸುಧಾರಿಸುತ್ತವೆ. ಸ್ವಾಮಿತ್ವ ಯೋಜನೆಯು ಗ್ರಾಮೀಣ ಭಾರತದ ಪ್ರಗತಿ ಮತ್ತು ಸಮೃದ್ಧಿಗೆ ಹೊಸ ಅವಕಾಶಗಳನ್ನು ಸೃಷ್ಟಿಸುತ್ತದೆ. [415,488,652,1106]
